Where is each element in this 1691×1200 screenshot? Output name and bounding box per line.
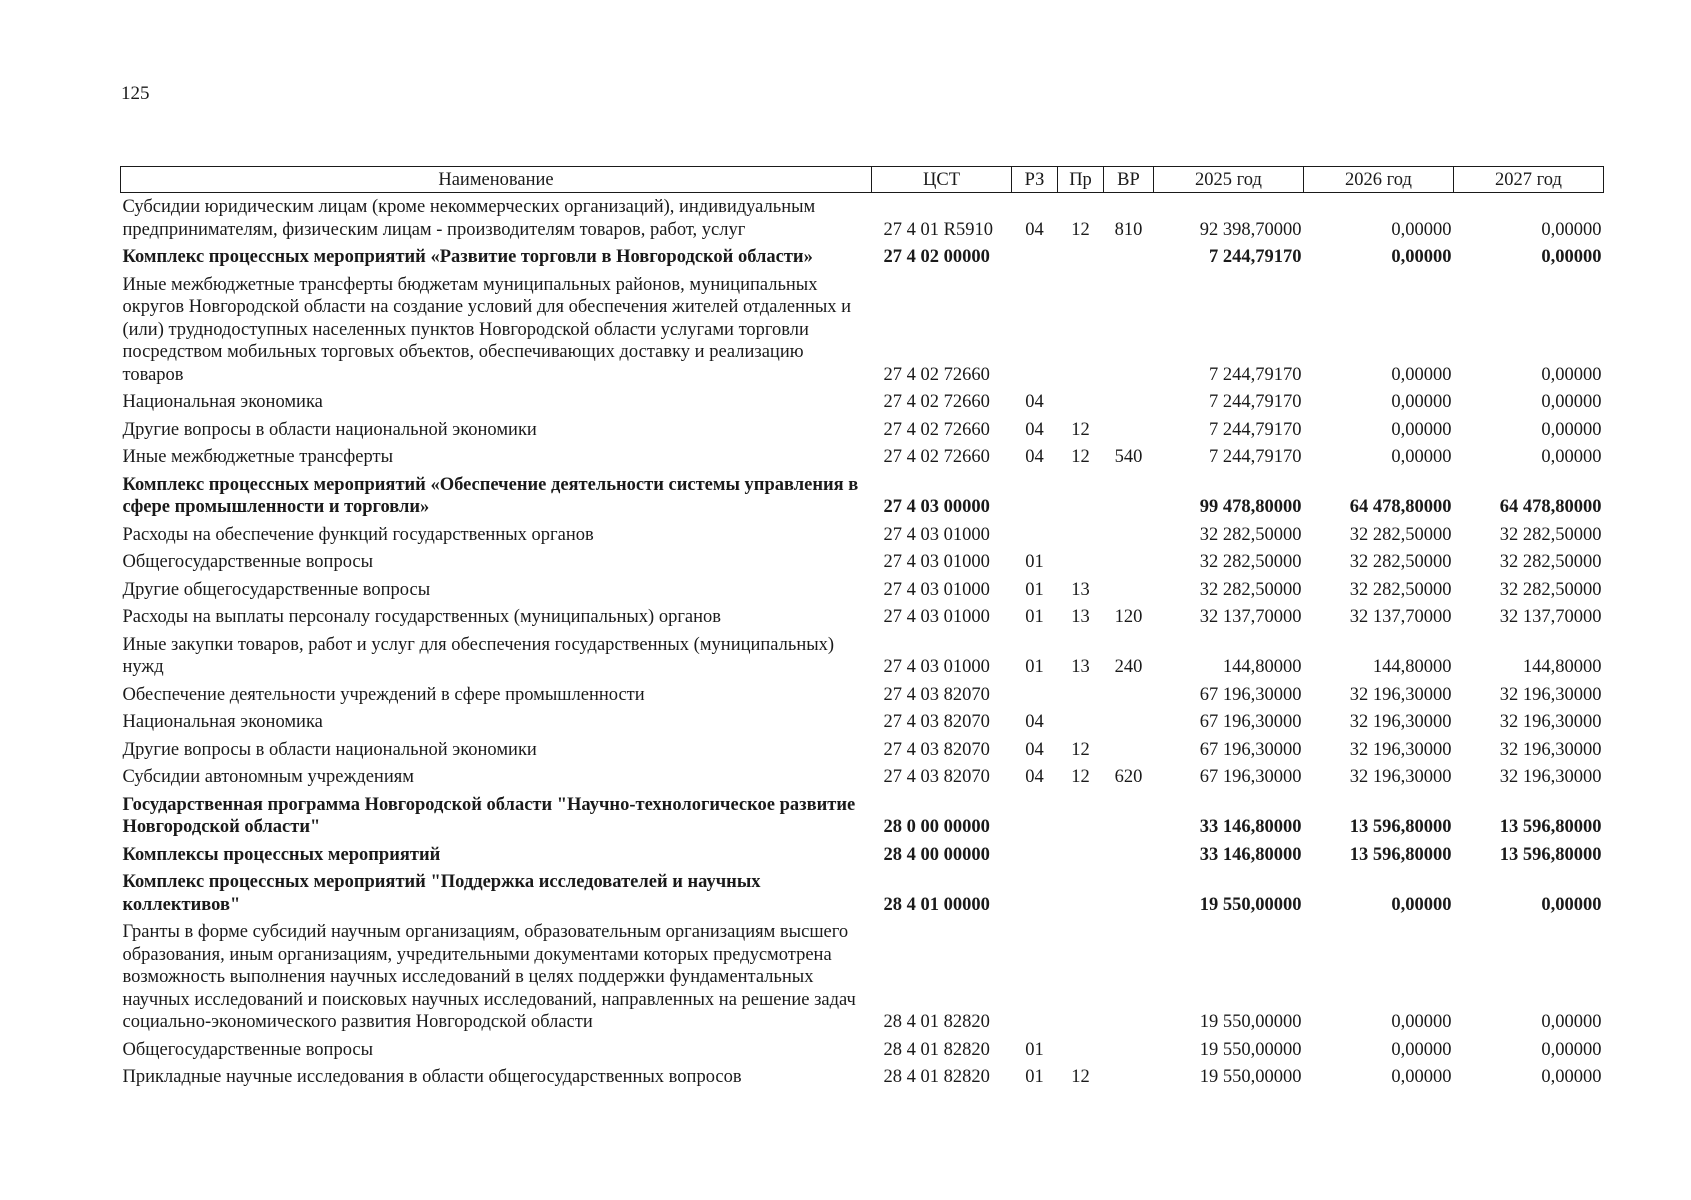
cell-rz [1012, 918, 1058, 1036]
cell-2027: 0,00000 [1541, 1039, 1602, 1060]
cell-name: Расходы на обеспечение функций государственных органов [122, 524, 594, 545]
cell-vr [1104, 576, 1154, 604]
cell-vr [1104, 708, 1154, 736]
cell-2026: 13 596,80000 [1349, 844, 1452, 865]
header-vr: ВР [1104, 167, 1154, 193]
cell-name: Прикладные научные исследования в области общегосударственных вопросов [122, 1067, 742, 1087]
cell-pr [1058, 521, 1104, 549]
cell-2026: 0,00000 [1391, 364, 1452, 385]
cell-name: Субсидии автономным учреждениям [122, 767, 414, 787]
cell-pr [1058, 1036, 1104, 1064]
cell-rz [1012, 271, 1058, 389]
cell-vr [1104, 918, 1154, 1036]
cell-pr: 12 [1071, 739, 1090, 760]
cell-2025: 33 146,80000 [1199, 844, 1302, 865]
cell-2026: 0,00000 [1391, 447, 1452, 467]
cell-2027: 32 196,30000 [1499, 739, 1602, 760]
cell-2026: 0,00000 [1391, 419, 1452, 440]
cell-cst: 27 4 02 72660 [883, 364, 990, 385]
cell-2026: 0,00000 [1391, 894, 1452, 915]
cell-2025: 33 146,80000 [1199, 817, 1302, 837]
cell-2025: 92 398,70000 [1199, 219, 1302, 240]
table-row [121, 443, 1604, 471]
table-row [121, 603, 1604, 631]
table-row [121, 576, 1604, 604]
table-row [121, 193, 1604, 244]
table-row [121, 791, 1604, 841]
cell-rz: 01 [1025, 579, 1044, 600]
cell-cst: 27 4 03 82070 [883, 767, 990, 787]
cell-2027: 32 137,70000 [1499, 607, 1602, 627]
budget-table [120, 166, 1604, 1091]
cell-vr [1104, 681, 1154, 709]
cell-rz [1012, 791, 1058, 841]
cell-vr [1104, 416, 1154, 444]
cell-vr [1104, 868, 1154, 918]
cell-vr [1104, 471, 1154, 521]
header-pr: Пр [1058, 167, 1104, 193]
table-row [121, 388, 1604, 416]
cell-2025: 67 196,30000 [1199, 712, 1302, 732]
header-rz: РЗ [1012, 167, 1058, 193]
cell-2026: 32 282,50000 [1349, 552, 1452, 572]
cell-pr [1058, 918, 1104, 1036]
cell-cst: 27 4 03 01000 [883, 579, 990, 600]
cell-cst: 28 4 01 82820 [883, 1067, 990, 1087]
cell-2025: 32 282,50000 [1199, 552, 1302, 572]
cell-pr [1058, 243, 1104, 271]
cell-rz: 04 [1025, 712, 1044, 732]
header-cst: ЦСТ [872, 167, 1012, 193]
cell-rz [1012, 243, 1058, 271]
cell-2027: 0,00000 [1541, 447, 1602, 467]
cell-2025: 144,80000 [1222, 657, 1302, 677]
cell-rz: 01 [1025, 1067, 1044, 1087]
cell-2026: 32 282,50000 [1349, 524, 1452, 545]
cell-cst: 27 4 03 82070 [883, 739, 990, 760]
cell-vr [1104, 521, 1154, 549]
cell-cst: 28 0 00 00000 [883, 817, 990, 837]
page-number: 125 [121, 83, 150, 104]
cell-pr: 13 [1071, 579, 1090, 600]
cell-pr: 12 [1071, 419, 1090, 440]
cell-2025: 19 550,00000 [1199, 1012, 1302, 1032]
cell-2025: 19 550,00000 [1199, 1067, 1302, 1087]
cell-2027: 13 596,80000 [1499, 817, 1602, 837]
cell-2027: 64 478,80000 [1499, 497, 1602, 517]
cell-cst: 27 4 03 01000 [883, 552, 990, 572]
cell-rz: 04 [1025, 739, 1044, 760]
cell-2027: 0,00000 [1541, 219, 1602, 240]
cell-pr [1058, 388, 1104, 416]
cell-2026: 32 196,30000 [1349, 767, 1452, 787]
cell-vr [1104, 271, 1154, 389]
cell-name: Расходы на выплаты персоналу государственных (муниципальных) органов [122, 607, 722, 627]
cell-2027: 32 282,50000 [1499, 579, 1602, 600]
cell-2026: 13 596,80000 [1349, 817, 1452, 837]
cell-name: Субсидии юридическим лицам (кроме некоммерческих организаций), индивидуальным предпринимателям, физическим лицам - производителям товаров, работ, услуг [122, 197, 816, 240]
cell-pr [1058, 471, 1104, 521]
cell-pr [1058, 841, 1104, 869]
cell-cst: 28 4 00 00000 [883, 844, 990, 865]
cell-cst: 27 4 03 82070 [883, 712, 990, 732]
cell-vr: 240 [1114, 657, 1143, 677]
cell-2026: 32 196,30000 [1349, 712, 1452, 732]
table-row [121, 1036, 1604, 1064]
cell-rz: 01 [1025, 1039, 1044, 1060]
cell-name: Комплекс процессных мероприятий «Обеспечение деятельности системы управления в сфере промышленности и торговли» [122, 474, 859, 517]
header-name: Наименование [121, 167, 872, 193]
cell-vr [1104, 1036, 1154, 1064]
cell-pr [1058, 868, 1104, 918]
cell-rz: 01 [1025, 552, 1044, 572]
cell-2025: 99 478,80000 [1199, 497, 1302, 517]
table-row [121, 631, 1604, 681]
cell-name: Национальная экономика [122, 712, 323, 732]
cell-cst: 27 4 03 01000 [883, 657, 990, 677]
cell-rz: 01 [1025, 607, 1044, 627]
table-row [121, 243, 1604, 271]
cell-2026: 32 196,30000 [1349, 684, 1452, 705]
cell-2025: 7 244,79170 [1209, 247, 1302, 267]
cell-2025: 7 244,79170 [1209, 364, 1302, 385]
header-2025: 2025 год [1154, 167, 1304, 193]
cell-2025: 32 282,50000 [1199, 524, 1302, 545]
cell-vr: 120 [1114, 607, 1143, 627]
cell-name: Иные межбюджетные трансферты [122, 447, 394, 467]
table-row [121, 548, 1604, 576]
cell-cst: 27 4 03 01000 [883, 607, 990, 627]
cell-2026: 0,00000 [1391, 1012, 1452, 1032]
cell-rz [1012, 868, 1058, 918]
cell-cst: 27 4 02 72660 [883, 392, 990, 412]
cell-vr [1104, 388, 1154, 416]
cell-2026: 0,00000 [1391, 1039, 1452, 1060]
cell-2026: 0,00000 [1391, 247, 1452, 267]
table-header [121, 167, 1604, 193]
cell-vr [1104, 1063, 1154, 1091]
cell-2026: 32 282,50000 [1349, 579, 1452, 600]
cell-name: Комплексы процессных мероприятий [122, 844, 441, 865]
cell-2026: 144,80000 [1372, 657, 1452, 677]
cell-2025: 7 244,79170 [1209, 447, 1302, 467]
table-row [121, 736, 1604, 764]
cell-name: Общегосударственные вопросы [122, 1039, 374, 1060]
cell-pr: 12 [1071, 1067, 1090, 1087]
cell-2026: 32 137,70000 [1349, 607, 1452, 627]
cell-vr [1104, 548, 1154, 576]
cell-pr [1058, 708, 1104, 736]
cell-cst: 28 4 01 82820 [883, 1012, 990, 1032]
cell-name: Общегосударственные вопросы [122, 552, 374, 572]
table-row [121, 841, 1604, 869]
cell-2026: 0,00000 [1391, 219, 1452, 240]
table-row [121, 471, 1604, 521]
cell-cst: 27 4 02 00000 [883, 247, 990, 267]
cell-vr: 810 [1114, 219, 1143, 240]
cell-pr: 13 [1071, 607, 1090, 627]
cell-cst: 27 4 01 R5910 [883, 219, 993, 240]
cell-2027: 0,00000 [1541, 419, 1602, 440]
cell-cst: 27 4 02 72660 [883, 447, 990, 467]
table-row [121, 1063, 1604, 1091]
cell-cst: 28 4 01 82820 [883, 1039, 990, 1060]
cell-2027: 0,00000 [1541, 247, 1602, 267]
cell-pr: 12 [1071, 447, 1090, 467]
cell-vr [1104, 791, 1154, 841]
cell-2025: 67 196,30000 [1199, 767, 1302, 787]
cell-2026: 32 196,30000 [1349, 739, 1452, 760]
cell-vr [1104, 841, 1154, 869]
cell-rz [1012, 521, 1058, 549]
header-2026: 2026 год [1304, 167, 1454, 193]
table-row [121, 416, 1604, 444]
cell-vr: 540 [1114, 447, 1143, 467]
cell-2027: 0,00000 [1541, 1012, 1602, 1032]
cell-pr: 13 [1071, 657, 1090, 677]
cell-name: Комплекс процессных мероприятий "Поддержка исследователей и научных коллективов" [122, 872, 761, 915]
cell-pr [1058, 681, 1104, 709]
table-row [121, 763, 1604, 791]
cell-2026: 0,00000 [1391, 392, 1452, 412]
table-row [121, 681, 1604, 709]
cell-cst: 27 4 03 01000 [883, 524, 990, 545]
header-row [121, 167, 1604, 193]
cell-2025: 7 244,79170 [1209, 392, 1302, 412]
cell-2027: 144,80000 [1522, 657, 1602, 677]
header-2027: 2027 год [1454, 167, 1604, 193]
cell-2025: 7 244,79170 [1209, 419, 1302, 440]
cell-rz [1012, 681, 1058, 709]
cell-name: Национальная экономика [122, 392, 323, 412]
cell-cst: 27 4 03 00000 [883, 497, 990, 517]
cell-2027: 0,00000 [1541, 894, 1602, 915]
cell-2027: 0,00000 [1541, 364, 1602, 385]
cell-pr [1058, 791, 1104, 841]
cell-2027: 32 196,30000 [1499, 712, 1602, 732]
cell-2027: 32 196,30000 [1499, 684, 1602, 705]
cell-2025: 19 550,00000 [1199, 894, 1302, 915]
cell-rz: 04 [1025, 219, 1044, 240]
table-row [121, 521, 1604, 549]
cell-rz: 01 [1025, 657, 1044, 677]
cell-name: Обеспечение деятельности учреждений в сфере промышленности [122, 684, 645, 705]
cell-name: Иные закупки товаров, работ и услуг для обеспечения государственных (муниципальных) нужд [122, 634, 835, 677]
cell-name: Иные межбюджетные трансферты бюджетам муниципальных районов, муниципальных округов Новгородской области на создание условий для обеспечения жителей отдаленных и (или) труднодоступных населенных пунктов Новгородской области услугами торговли посредством мобильных торговых объектов, обеспечивающих доставку и реализацию товаров [122, 274, 852, 385]
cell-2027: 32 196,30000 [1499, 767, 1602, 787]
cell-2027: 32 282,50000 [1499, 524, 1602, 545]
cell-2025: 67 196,30000 [1199, 739, 1302, 760]
cell-2027: 32 282,50000 [1499, 552, 1602, 572]
table-row [121, 868, 1604, 918]
cell-pr: 12 [1071, 767, 1090, 787]
cell-pr [1058, 271, 1104, 389]
cell-cst: 27 4 02 72660 [883, 419, 990, 440]
cell-rz: 04 [1025, 447, 1044, 467]
cell-pr [1058, 548, 1104, 576]
cell-rz [1012, 471, 1058, 521]
cell-rz: 04 [1025, 419, 1044, 440]
cell-cst: 28 4 01 00000 [883, 894, 990, 915]
cell-name: Другие вопросы в области национальной экономики [122, 419, 537, 440]
cell-vr [1104, 243, 1154, 271]
cell-rz: 04 [1025, 767, 1044, 787]
cell-2026: 0,00000 [1391, 1067, 1452, 1087]
cell-name: Другие общегосударственные вопросы [122, 579, 431, 600]
cell-name: Государственная программа Новгородской области "Научно-технологическое развитие Новгородской области" [122, 794, 856, 837]
cell-2025: 19 550,00000 [1199, 1039, 1302, 1060]
cell-rz: 04 [1025, 392, 1044, 412]
cell-2025: 32 137,70000 [1199, 607, 1302, 627]
cell-name: Другие вопросы в области национальной экономики [122, 739, 537, 760]
table-row [121, 708, 1604, 736]
table-row [121, 271, 1604, 389]
cell-2027: 0,00000 [1541, 1067, 1602, 1087]
cell-name: Гранты в форме субсидий научным организациям, образовательным организациям высшего образования, иным организациям, учредительными документами которых предусмотрена возможность выполнения научных исследований в целях поддержки фундаментальных научных исследований и поисковых научных исследований, направленных на решение задач социально-экономического развития Новгородской области [122, 922, 856, 1032]
cell-vr: 620 [1114, 767, 1143, 787]
cell-pr: 12 [1071, 219, 1090, 240]
cell-vr [1104, 736, 1154, 764]
cell-2027: 13 596,80000 [1499, 844, 1602, 865]
cell-rz [1012, 841, 1058, 869]
cell-2025: 32 282,50000 [1199, 579, 1302, 600]
cell-2025: 67 196,30000 [1199, 684, 1302, 705]
cell-2026: 64 478,80000 [1349, 497, 1452, 517]
table-body [121, 193, 1604, 1091]
cell-2027: 0,00000 [1541, 392, 1602, 412]
table-row [121, 918, 1604, 1036]
cell-name: Комплекс процессных мероприятий «Развитие торговли в Новгородской области» [122, 247, 813, 267]
cell-cst: 27 4 03 82070 [883, 684, 990, 705]
